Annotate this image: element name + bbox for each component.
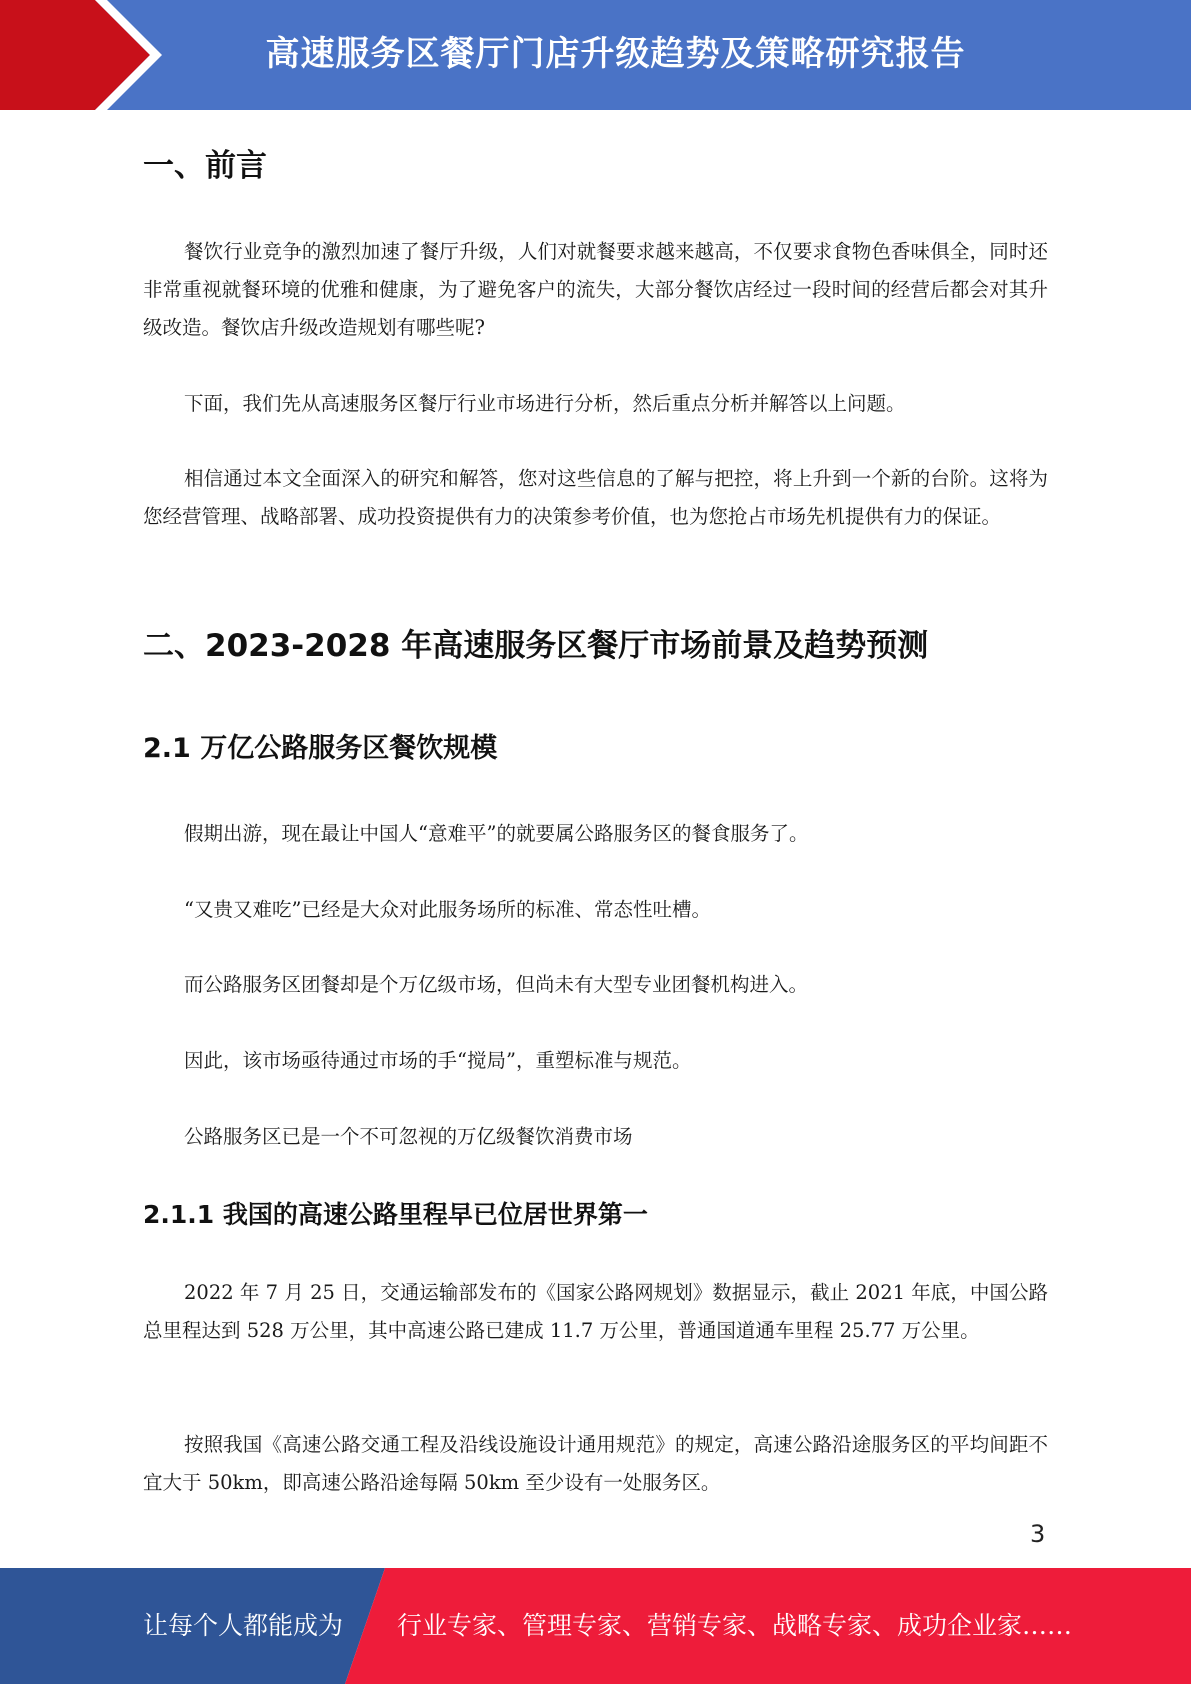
preface-paragraph-2: 下面，我们先从高速服务区餐厅行业市场进行分析，然后重点分析并解答以上问题。 xyxy=(184,392,906,415)
subsection-2-1-paragraph-3: 而公路服务区团餐却是个万亿级市场，但尚未有大型专业团餐机构进入。 xyxy=(184,973,809,996)
section-heading-forecast: 二、2023-2028 年高速服务区餐厅市场前景及趋势预测 xyxy=(143,628,929,664)
page-header xyxy=(0,0,1191,110)
footer-slogan-right: 行业专家、管理专家、营销专家、战略专家、成功企业家…… xyxy=(397,1611,1073,1640)
preface-paragraph-1: 餐饮行业竞争的激烈加速了餐厅升级，人们对就餐要求越来越高，不仅要求食物色香味俱全，同时还非常重视就餐环境的优雅和健康，为了避免客户的流失，大部分餐饮店经过一段时间的经营后都会对其升级改造。餐饮店升级改造规划有哪些呢? xyxy=(143,240,1048,339)
subsection-2-1-paragraph-4: 因此，该市场亟待通过市场的手“搅局”，重塑标准与规范。 xyxy=(184,1049,692,1072)
subsection-2-1-paragraph-2: “又贵又难吃”已经是大众对此服务场所的标准、常态性吐槽。 xyxy=(184,898,711,921)
page-footer xyxy=(0,1568,1191,1684)
subsection-2-1-paragraph-5: 公路服务区已是一个不可忽视的万亿级餐饮消费市场 xyxy=(184,1125,633,1148)
section-heading-preface: 一、前言 xyxy=(143,148,267,184)
subsection-2-1-1-paragraph-1: 2022 年 7 月 25 日，交通运输部发布的《国家公路网规划》数据显示，截止 2021 年底，中国公路总里程达到 528 万公里，其中高速公路已建成 11.7 万公里，普通国道通车里程 25.77 万公里。 xyxy=(143,1281,1048,1342)
subsection-2-1-1-paragraph-2: 按照我国《高速公路交通工程及沿线设施设计通用规范》的规定，高速公路沿途服务区的平均间距不宜大于 50km，即高速公路沿途每隔 50km 至少设有一处服务区。 xyxy=(143,1433,1048,1494)
page-number: 3 xyxy=(1030,1520,1046,1548)
footer-slogan-left: 让每个人都能成为 xyxy=(143,1611,344,1640)
preface-paragraph-3: 相信通过本文全面深入的研究和解答，您对这些信息的了解与把控，将上升到一个新的台阶。这将为您经营管理、战略部署、成功投资提供有力的决策参考价值，也为您抢占市场先机提供有力的保证。 xyxy=(143,467,1048,528)
subsection-heading-2-1: 2.1 万亿公路服务区餐饮规模 xyxy=(143,733,498,764)
subsection-2-1-paragraph-1: 假期出游，现在最让中国人“意难平”的就要属公路服务区的餐食服务了。 xyxy=(184,822,809,845)
subsection-heading-2-1-1: 2.1.1 我国的高速公路里程早已位居世界第一 xyxy=(143,1200,648,1229)
report-title: 高速服务区餐厅门店升级趋势及策略研究报告 xyxy=(265,34,966,74)
